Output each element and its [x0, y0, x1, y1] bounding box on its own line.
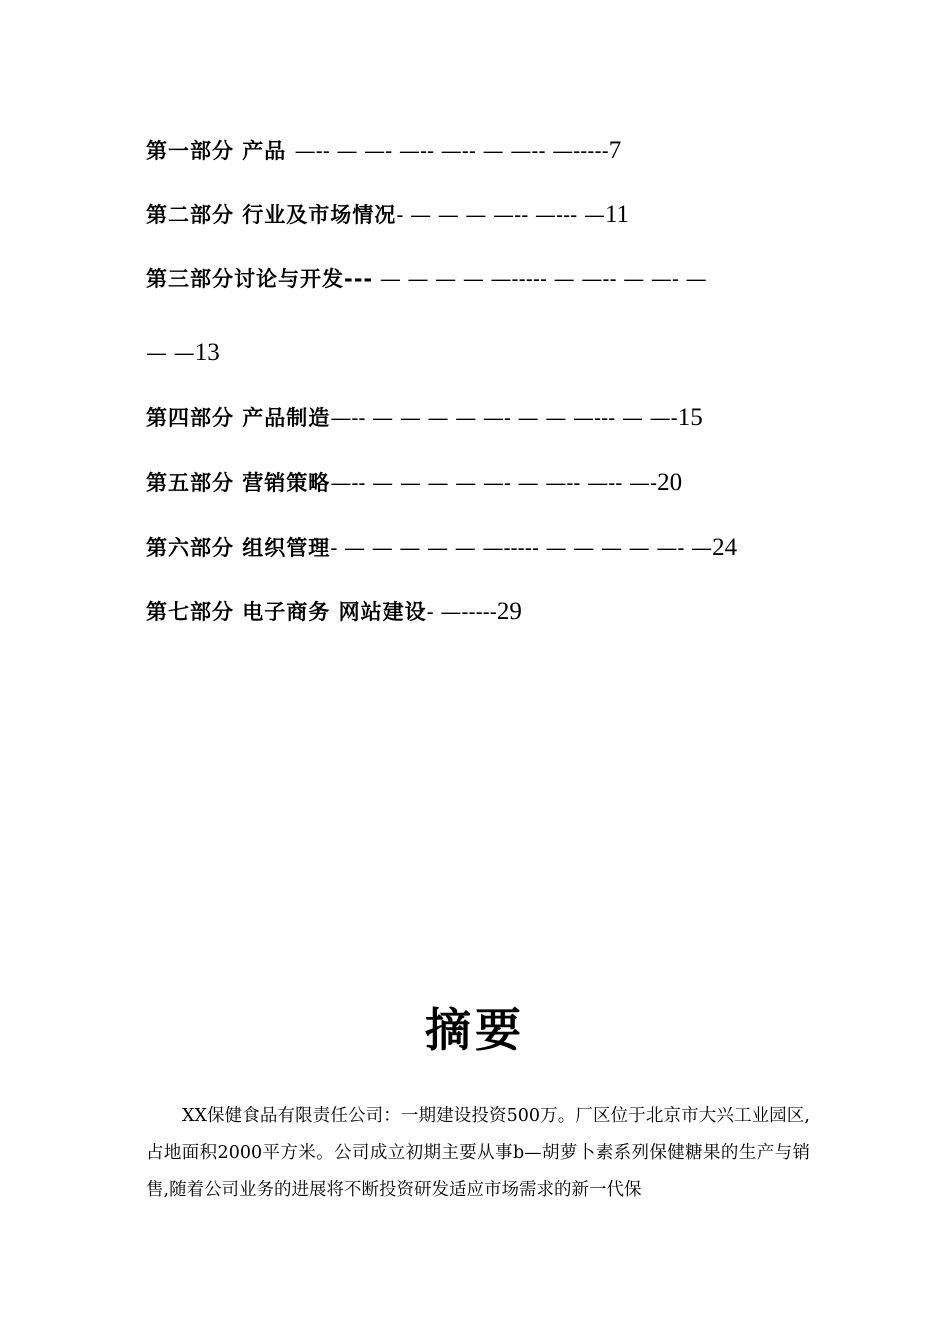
- toc-entry-title: 第一部分 产品: [146, 139, 295, 163]
- toc-entry-continuation: [146, 338, 220, 368]
- toc-entry-title: 第二部分 行业及市场情况: [146, 203, 397, 227]
- toc-entry: [146, 200, 629, 230]
- toc-entry-title: 第七部分 电子商务 网站建设: [146, 600, 427, 624]
- toc-entry-page: 20: [657, 469, 683, 496]
- toc-entry-page: 15: [677, 404, 703, 431]
- toc-entry-title: 第四部分 产品制造: [146, 406, 331, 430]
- summary-paragraph: XX保健食品有限责任公司：一期建设投资500万。厂区位于北京市大兴工业园区,占地面积2000平方米。公司成立初期主要从事b—胡萝卜素系列保健糖果的生产与销售,随着公司业务的进展将不断投资研发适应市场需求的新一代保: [146, 1106, 810, 1200]
- toc-entry-leader: - —-----: [426, 600, 497, 624]
- toc-entry: [146, 533, 737, 563]
- toc-entry-page: 11: [604, 201, 630, 228]
- toc-entry-leader: — — — — —----- — —-- — —- —: [373, 267, 707, 291]
- toc-entry-title: 第六部分 组织管理: [146, 536, 331, 560]
- toc-entry-page: 7: [608, 137, 622, 164]
- toc-entry-leader: — —: [146, 341, 195, 365]
- toc-entry: [146, 403, 703, 433]
- toc-entry: [146, 264, 707, 294]
- toc-entry-leader: —-- — —- —-- —-- — —-- —-----: [294, 139, 609, 163]
- toc-entry-title: 第三部分讨论与开发---: [146, 267, 374, 291]
- toc-entry: [146, 136, 621, 166]
- toc-entry-title: 第五部分 营销策略: [146, 471, 331, 495]
- toc-entry-leader: - — — — — — —----- — — — — —- —: [330, 536, 713, 560]
- toc-entry: [146, 468, 682, 498]
- toc-entry-leader: - — — — —-- —--- —: [396, 203, 605, 227]
- toc-entry-leader: —-- — — — — —- — — —--- — —-: [330, 406, 678, 430]
- toc-entry-page: 13: [194, 339, 220, 366]
- toc-entry-page: 24: [712, 534, 738, 561]
- toc-entry: [146, 597, 522, 627]
- summary-heading: 摘要: [425, 1003, 525, 1057]
- toc-entry-page: 29: [496, 598, 522, 625]
- toc-entry-leader: —-- — — — — —- — —-- —-- —-: [330, 471, 658, 495]
